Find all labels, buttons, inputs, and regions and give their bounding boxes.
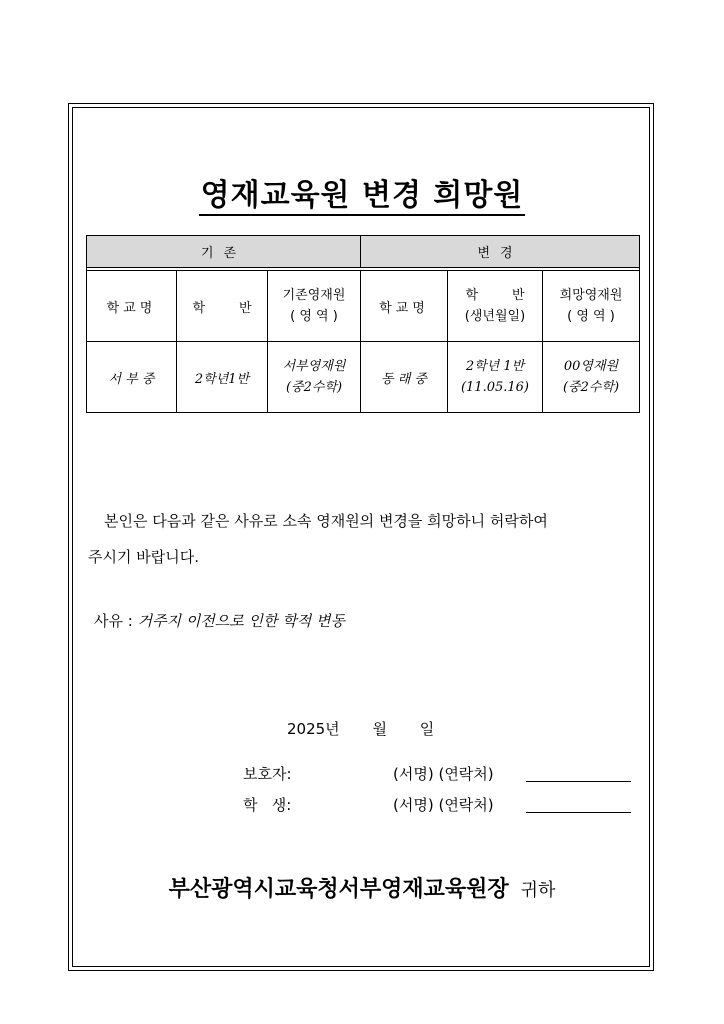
document-title: 영재교육원 변경 희망원: [0, 170, 724, 214]
date-month: 월: [372, 720, 387, 738]
student-contact: (연락처): [438, 796, 494, 814]
col-school: 학교명: [87, 271, 177, 342]
col-wish-center: 희망영재원 ( 영 역 ): [543, 271, 640, 342]
date-line: [287, 718, 462, 739]
reason-value: 거주지 이전으로 인한 학적 변동: [137, 612, 346, 630]
student-label: 학 생:: [243, 796, 292, 814]
addressee-suffix: 귀하: [520, 880, 556, 901]
addressee-org: 부산광역시교육청서부영재교육원장: [168, 876, 509, 902]
student-contact-line: [526, 812, 631, 813]
addressee: [0, 872, 724, 903]
cell-grade-class: 2학년1반: [177, 342, 268, 413]
date-day: 일: [419, 720, 435, 738]
cell-grade2: 2학년 1반 (11.05.16): [448, 342, 543, 413]
col-prev-center: 기존영재원 ( 영 역 ): [268, 271, 361, 342]
request-paragraph: 본인은 다음과 같은 사유로 소속 영재원의 변경을 희망하니 허락하여 주시기 바랍니다.: [88, 512, 548, 566]
student-sign: (서명): [393, 796, 434, 814]
reason-line: [94, 610, 345, 631]
col-grade-class: 학 반: [177, 271, 268, 342]
col-school2: 학교명: [361, 271, 448, 342]
header-change: 변경: [361, 236, 640, 268]
student-signature-row: [243, 794, 494, 815]
change-table: [86, 235, 640, 413]
reason-label: 사유 :: [94, 612, 138, 630]
col-grade2: 학 반 (생년월일): [448, 271, 543, 342]
guardian-sign: (서명): [393, 765, 434, 783]
cell-school: 서 부 중: [87, 342, 177, 413]
guardian-signature-row: [243, 763, 494, 784]
guardian-label: 보호자:: [243, 765, 292, 783]
guardian-contact-line: [526, 781, 631, 782]
cell-school2: 동 래 중: [361, 342, 448, 413]
date-year: 2025년: [287, 720, 340, 738]
cell-wish-center: 00영재원 (중2수학): [543, 342, 640, 413]
header-existing: 기존: [87, 236, 361, 268]
guardian-contact: (연락처): [438, 765, 494, 783]
cell-prev-center: 서부영재원 (중2수학): [268, 342, 361, 413]
